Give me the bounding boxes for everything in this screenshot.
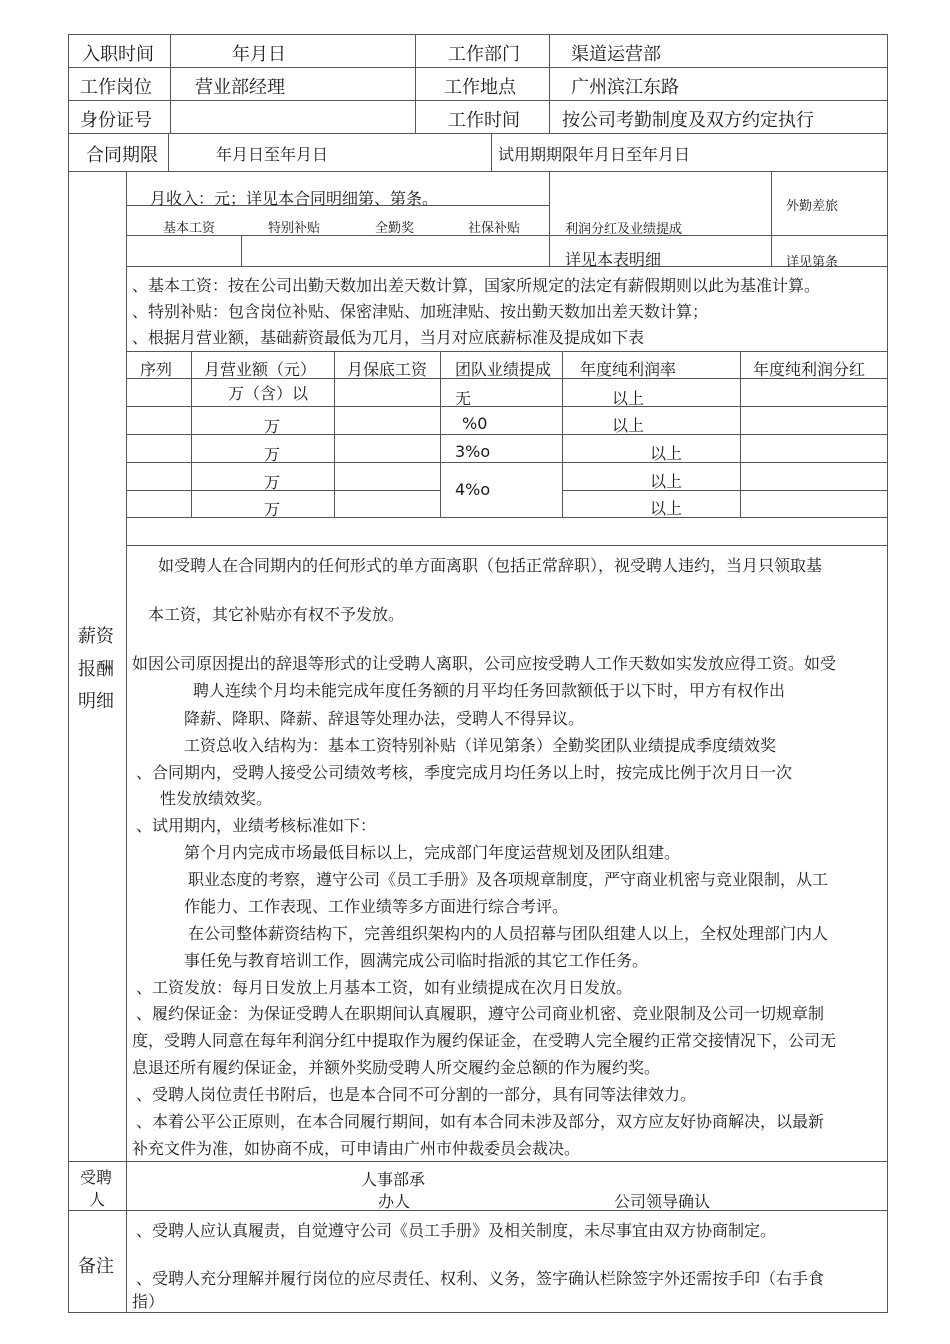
term-p2b: 聘人连续个月均未能完成年度任务额的月平均任务回款额低于以下时，甲方有权作出 [193, 681, 786, 700]
employee-signature-label-2: 人 [89, 1190, 106, 1209]
hr-signature-label-1: 人事部承 [361, 1170, 426, 1189]
table-cell-commission: 无 [455, 389, 472, 408]
term-p5: 、试用期内，业绩考核标准如下： [136, 816, 377, 835]
remark-1: 、受聘人应认真履责，自觉遵守公司《员工手册》及相关制度，未尽事宜由双方协商制定。 [136, 1221, 777, 1240]
term-p1a: 如受聘人在合同期内的任何形式的单方面离职（包括正常辞职），视受聘人违约，当月只领取基 [158, 556, 823, 575]
work-time-label: 工作时间 [448, 110, 520, 131]
table-cell-revenue: 万 [264, 445, 281, 464]
term-p5c2: 事任免与教育培训工作，圆满完成公司临时指派的其它工作任务。 [184, 951, 649, 970]
table-cell-rate: 以上 [612, 389, 645, 408]
term-p1b: 本工资，其它补贴亦有权不予发放。 [148, 605, 405, 624]
table-cell-commission: 3%o [455, 442, 491, 461]
leader-signature-label: 公司领导确认 [614, 1192, 711, 1211]
department-label: 工作部门 [448, 44, 520, 65]
term-p9a: 、本着公平公正原则，在本合同履行期间，如有本合同未涉及部分，双方应友好协商解决，以最新 [136, 1112, 825, 1131]
table-cell-revenue: 万 [264, 473, 281, 492]
col-attendance-bonus: 全勤奖 [375, 221, 415, 236]
table-cell-commission: 4%o [455, 480, 491, 499]
term-p8: 、受聘人岗位责任书附后，也是本合同不可分割的一部分，具有同等法律效力。 [136, 1085, 697, 1104]
col-basic-salary: 基本工资 [163, 221, 216, 236]
position-value: 营业部经理 [195, 77, 285, 98]
table-cell-rate: 以上 [650, 472, 683, 491]
salary-note-2: 、特别补贴：包含岗位补贴、保密津贴、加班津贴、按出勤天数加出差天数计算； [132, 302, 709, 321]
term-p7c: 息退还所有履约保证金，并额外奖励受聘人所交履约金总额的作为履约奖。 [132, 1058, 661, 1077]
col-social-security: 社保补贴 [468, 221, 521, 236]
employee-signature-label-1: 受聘 [80, 1168, 113, 1187]
table-cell-commission: %0 [462, 414, 488, 433]
see-detail: 详见本表明细 [565, 250, 662, 269]
work-time-value: 按公司考勤制度及双方约定执行 [562, 110, 814, 131]
table-cell-rate: 以上 [650, 444, 683, 463]
term-p2a: 如因公司原因提出的辞退等形式的让受聘人离职，公司应按受聘人工作天数如实发放应得工资。如受 [132, 654, 837, 673]
commission-header-base: 月保底工资 [347, 360, 428, 379]
see-clause: 详见第条 [786, 255, 839, 270]
term-p4b: 性发放绩效奖。 [160, 789, 273, 808]
salary-note-3: 、根据月营业额，基础薪资最低为兀月，当月对应底薪标准及提成如下表 [132, 328, 645, 347]
entry-time-label: 入职时间 [82, 44, 154, 65]
table-cell-revenue: 万 [264, 500, 281, 519]
field-trip-label: 外勤差旅 [786, 199, 839, 214]
commission-header-rate: 年度纯利润率 [580, 360, 677, 379]
term-p3: 工资总收入结构为：基本工资特别补贴（详见第条）全勤奖团队业绩提成季度绩效奖 [184, 736, 777, 755]
term-p9b: 补充文件为准，如协商不成，可申请由广州市仲裁委员会裁决。 [132, 1139, 581, 1158]
term-p2c: 降薪、降职、降薪、辞退等处理办法，受聘人不得异议。 [184, 709, 585, 728]
monthly-income: 月收入：元；详见本合同明细第、第条。 [150, 189, 439, 208]
commission-header-dividend: 年度纯利润分红 [753, 360, 866, 379]
contract-term-label: 合同期限 [86, 145, 158, 166]
remarks-label: 备注 [78, 1256, 114, 1277]
table-cell-revenue: 万 [264, 417, 281, 436]
remark-2b: 指） [132, 1292, 165, 1311]
term-p6: 、工资发放：每月日发放上月基本工资，如有业绩提成在次月日发放。 [136, 978, 633, 997]
term-p5b2: 作能力、工作表现、工作业绩等多方面进行综合考评。 [184, 897, 569, 916]
term-p7a: 、履约保证金：为保证受聘人在职期间认真履职，遵守公司商业机密、竞业限制及公司一切规章制 [136, 1004, 825, 1023]
contract-term-value: 年月日至年月日 [216, 145, 329, 164]
term-p5c1: 在公司整体薪资结构下，完善组织架构内的人员招幕与团队组建人以上，全权处理部门内人 [188, 924, 829, 943]
commission-header-seq: 序列 [140, 360, 173, 379]
term-p7b: 度，受聘人同意在每年利润分红中提取作为履约保证金，在受聘人完全履约正常交接情况下，公司无 [132, 1031, 837, 1050]
table-cell-rate: 以上 [612, 416, 645, 435]
department-value: 渠道运营部 [571, 44, 661, 65]
col-special-allowance: 特别补贴 [268, 221, 321, 236]
term-p5a: 第个月内完成市场最低目标以上，完成部门年度运营规划及团队组建。 [184, 843, 681, 862]
term-p5b1: 职业态度的考察，遵守公司《员工手册》及各项规章制度，严守商业机密与竞业限制，从工 [188, 870, 829, 889]
salary-section-label-1: 薪资 [78, 626, 114, 647]
commission-header-team: 团队业绩提成 [455, 360, 552, 379]
entry-time-value: 年月日 [232, 44, 286, 65]
location-label: 工作地点 [444, 77, 516, 98]
commission-header-revenue: 月营业额（元） [204, 360, 317, 379]
table-cell-rate: 以上 [650, 499, 683, 518]
salary-section-label-3: 明细 [78, 691, 114, 712]
hr-signature-label-2: 办人 [378, 1192, 411, 1211]
salary-section-label-2: 报酬 [78, 659, 114, 680]
table-cell-revenue: 万（含）以 [228, 384, 309, 403]
profit-share-label: 利润分红及业绩提成 [565, 222, 683, 237]
remark-2a: 、受聘人充分理解并履行岗位的应尽责任、权利、义务，签字确认栏除签字外还需按手印（右手食 [136, 1269, 825, 1288]
probation-value: 试用期期限年月日至年月日 [498, 145, 691, 164]
id-label: 身份证号 [80, 110, 152, 131]
location-value: 广州滨江东路 [571, 77, 679, 98]
term-p4a: 、合同期内，受聘人接受公司绩效考核，季度完成月均任务以上时，按完成比例于次月日一次 [136, 763, 793, 782]
position-label: 工作岗位 [80, 77, 152, 98]
salary-note-1: 、基本工资：按在公司出勤天数加出差天数计算，国家所规定的法定有薪假期则以此为基准计算。 [132, 276, 821, 295]
